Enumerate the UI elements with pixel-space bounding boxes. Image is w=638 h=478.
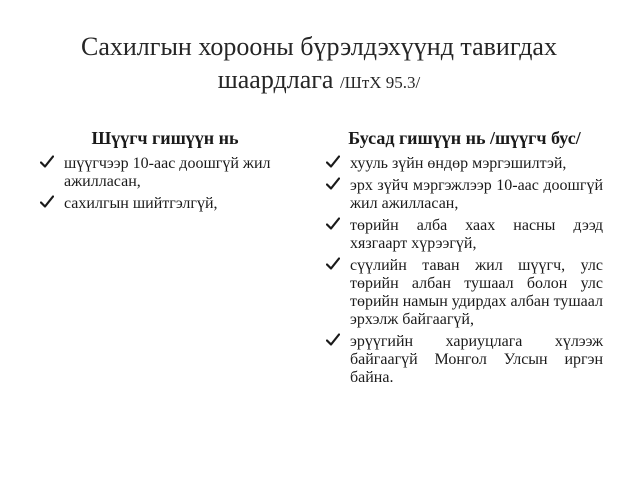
left-column-heading: Шүүгч гишүүн нь (91, 128, 239, 148)
list-item (40, 155, 308, 191)
checkmark-icon (326, 155, 342, 173)
list-item (326, 333, 603, 387)
right-column (326, 127, 603, 391)
list-item-text: хууль зүйн өндөр мэргэшилтэй, (350, 155, 567, 172)
checkmark-icon (326, 217, 342, 235)
left-column (40, 127, 308, 217)
slide-title (30, 30, 608, 99)
checkmark-icon (40, 155, 56, 173)
list-item-text: сахилгын шийтгэлгүй, (64, 195, 218, 212)
list-item-text: шүүгчээр 10-аас доошгүй жил ажилласан, (64, 155, 271, 190)
list-item (326, 155, 603, 173)
left-checklist (40, 155, 308, 213)
list-item (326, 257, 603, 329)
list-item (326, 217, 603, 253)
checkmark-icon (40, 195, 56, 213)
checkmark-icon (326, 257, 342, 275)
checkmark-icon (326, 333, 342, 351)
list-item (40, 195, 308, 213)
list-item (326, 177, 603, 213)
list-item-text: төрийн алба хаах насны дээд хязгаарт хүрээгүй, (350, 217, 603, 252)
list-item-text: сүүлийн таван жил шүүгч, улс төрийн албан тушаал болон улс төрийн намын удирдах албан тушаал эрхэлж байгаагүй, (350, 257, 603, 328)
slide-title-reference: /ШтХ 95.3/ (339, 73, 421, 92)
list-item-text: эрх зүйч мэргэжлээр 10-аас доошгүй жил ажилласан, (350, 177, 603, 212)
right-checklist (326, 155, 603, 387)
slide-title-main: Сахилгын хорооны бүрэлдэхүүнд тавигдах шаардлага (81, 32, 557, 94)
checkmark-icon (326, 177, 342, 195)
right-column-heading: Бусад гишүүн нь /шүүгч бус/ (348, 128, 581, 148)
list-item-text: эрүүгийн хариуцлага хүлээж байгаагүй Монгол Улсын иргэн байна. (350, 333, 603, 386)
